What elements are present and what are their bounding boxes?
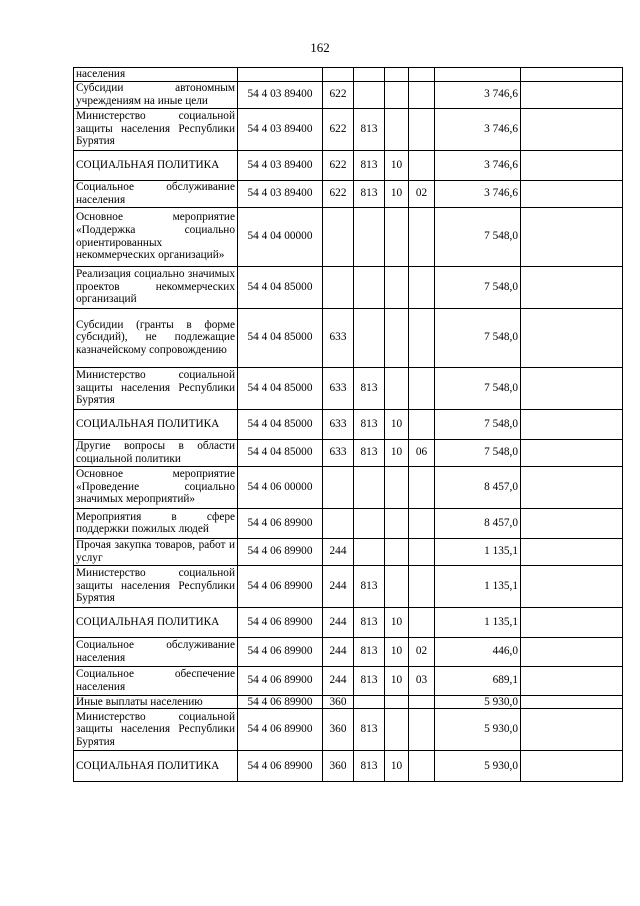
row-name-cell: Министерство социальной защиты населения Республики Бурятия	[74, 709, 238, 751]
table-row	[74, 751, 623, 782]
expense-type-cell: 360	[323, 709, 354, 751]
table-row	[74, 538, 623, 565]
section-cell: 10	[385, 180, 409, 207]
row-name-cell: СОЦИАЛЬНАЯ ПОЛИТИКА	[74, 409, 238, 439]
section-cell: 10	[385, 751, 409, 782]
extra-cell	[521, 68, 623, 82]
admin-code-cell: 813	[354, 607, 385, 637]
table-row	[74, 607, 623, 637]
subsection-cell: 02	[409, 637, 435, 666]
target-code-cell: 54 4 04 85000	[238, 308, 323, 367]
extra-cell	[521, 565, 623, 607]
subsection-cell	[409, 308, 435, 367]
subsection-cell	[409, 751, 435, 782]
subsection-cell	[409, 709, 435, 751]
subsection-cell	[409, 538, 435, 565]
subsection-cell	[409, 565, 435, 607]
row-name-cell: Социальное обслуживание населения	[74, 637, 238, 666]
row-name-cell: Министерство социальной защиты населения Республики Бурятия	[74, 565, 238, 607]
target-code-cell: 54 4 06 89900	[238, 607, 323, 637]
row-name-cell: Другие вопросы в области социальной политики	[74, 439, 238, 466]
amount-cell: 1 135,1	[435, 607, 521, 637]
amount-cell: 5 930,0	[435, 709, 521, 751]
expense-type-cell: 360	[323, 751, 354, 782]
expense-type-cell: 244	[323, 666, 354, 695]
table-row	[74, 207, 623, 266]
admin-code-cell	[354, 538, 385, 565]
amount-cell: 3 746,6	[435, 150, 521, 180]
target-code-cell: 54 4 03 89400	[238, 108, 323, 150]
admin-code-cell: 813	[354, 409, 385, 439]
extra-cell	[521, 637, 623, 666]
amount-cell: 7 548,0	[435, 409, 521, 439]
subsection-cell: 03	[409, 666, 435, 695]
row-name-cell: Министерство социальной защиты населения Республики Бурятия	[74, 367, 238, 409]
target-code-cell: 54 4 03 89400	[238, 81, 323, 108]
subsection-cell	[409, 409, 435, 439]
extra-cell	[521, 709, 623, 751]
table-row	[74, 695, 623, 709]
table-row	[74, 180, 623, 207]
admin-code-cell: 813	[354, 751, 385, 782]
extra-cell	[521, 367, 623, 409]
row-name-cell: СОЦИАЛЬНАЯ ПОЛИТИКА	[74, 150, 238, 180]
table-row	[74, 637, 623, 666]
admin-code-cell	[354, 308, 385, 367]
expense-type-cell	[323, 68, 354, 82]
row-name-cell: Мероприятия в сфере поддержки пожилых людей	[74, 508, 238, 538]
expense-type-cell: 622	[323, 150, 354, 180]
row-name-cell: Реализация социально значимых проектов некоммерческих организаций	[74, 266, 238, 308]
section-cell	[385, 266, 409, 308]
amount-cell: 1 135,1	[435, 538, 521, 565]
target-code-cell: 54 4 04 85000	[238, 439, 323, 466]
target-code-cell: 54 4 06 89900	[238, 508, 323, 538]
subsection-cell	[409, 266, 435, 308]
section-cell	[385, 508, 409, 538]
row-name-cell: СОЦИАЛЬНАЯ ПОЛИТИКА	[74, 751, 238, 782]
subsection-cell	[409, 108, 435, 150]
expense-type-cell	[323, 508, 354, 538]
subsection-cell	[409, 466, 435, 508]
target-code-cell: 54 4 06 89900	[238, 751, 323, 782]
subsection-cell	[409, 150, 435, 180]
admin-code-cell: 813	[354, 108, 385, 150]
table-row	[74, 439, 623, 466]
budget-table	[73, 67, 623, 782]
table-row	[74, 508, 623, 538]
row-name-cell: СОЦИАЛЬНАЯ ПОЛИТИКА	[74, 607, 238, 637]
table-row	[74, 266, 623, 308]
target-code-cell: 54 4 04 85000	[238, 266, 323, 308]
expense-type-cell: 244	[323, 637, 354, 666]
amount-cell	[435, 68, 521, 82]
amount-cell: 1 135,1	[435, 565, 521, 607]
amount-cell: 7 548,0	[435, 367, 521, 409]
admin-code-cell: 813	[354, 180, 385, 207]
extra-cell	[521, 538, 623, 565]
admin-code-cell: 813	[354, 637, 385, 666]
expense-type-cell: 244	[323, 538, 354, 565]
extra-cell	[521, 508, 623, 538]
admin-code-cell	[354, 695, 385, 709]
expense-type-cell: 244	[323, 565, 354, 607]
expense-type-cell: 622	[323, 108, 354, 150]
admin-code-cell	[354, 266, 385, 308]
extra-cell	[521, 207, 623, 266]
expense-type-cell: 633	[323, 409, 354, 439]
section-cell: 10	[385, 439, 409, 466]
amount-cell: 8 457,0	[435, 466, 521, 508]
target-code-cell: 54 4 04 85000	[238, 367, 323, 409]
table-row	[74, 68, 623, 82]
row-name-cell: Иные выплаты населению	[74, 695, 238, 709]
subsection-cell	[409, 695, 435, 709]
section-cell	[385, 207, 409, 266]
expense-type-cell: 622	[323, 81, 354, 108]
subsection-cell	[409, 81, 435, 108]
target-code-cell: 54 4 06 00000	[238, 466, 323, 508]
target-code-cell: 54 4 06 89900	[238, 709, 323, 751]
section-cell	[385, 538, 409, 565]
row-name-cell: Прочая закупка товаров, работ и услуг	[74, 538, 238, 565]
extra-cell	[521, 266, 623, 308]
extra-cell	[521, 751, 623, 782]
table-row	[74, 565, 623, 607]
section-cell: 10	[385, 666, 409, 695]
table-row	[74, 81, 623, 108]
table-row	[74, 709, 623, 751]
admin-code-cell: 813	[354, 150, 385, 180]
table-row	[74, 466, 623, 508]
extra-cell	[521, 607, 623, 637]
extra-cell	[521, 180, 623, 207]
extra-cell	[521, 466, 623, 508]
extra-cell	[521, 695, 623, 709]
expense-type-cell: 633	[323, 308, 354, 367]
admin-code-cell	[354, 466, 385, 508]
subsection-cell: 02	[409, 180, 435, 207]
section-cell: 10	[385, 607, 409, 637]
section-cell: 10	[385, 150, 409, 180]
admin-code-cell: 813	[354, 709, 385, 751]
extra-cell	[521, 308, 623, 367]
row-name-cell: Основное мероприятие «Поддержка социально ориентированных некоммерческих организаций»	[74, 207, 238, 266]
subsection-cell	[409, 508, 435, 538]
subsection-cell	[409, 367, 435, 409]
admin-code-cell: 813	[354, 666, 385, 695]
section-cell	[385, 308, 409, 367]
extra-cell	[521, 409, 623, 439]
amount-cell: 3 746,6	[435, 108, 521, 150]
target-code-cell: 54 4 06 89900	[238, 637, 323, 666]
amount-cell: 689,1	[435, 666, 521, 695]
target-code-cell: 54 4 06 89900	[238, 565, 323, 607]
section-cell	[385, 565, 409, 607]
expense-type-cell: 633	[323, 367, 354, 409]
section-cell	[385, 108, 409, 150]
section-cell	[385, 695, 409, 709]
row-name-cell: Социальное обслуживание населения	[74, 180, 238, 207]
target-code-cell	[238, 68, 323, 82]
subsection-cell	[409, 207, 435, 266]
section-cell	[385, 68, 409, 82]
section-cell	[385, 709, 409, 751]
admin-code-cell: 813	[354, 367, 385, 409]
admin-code-cell	[354, 68, 385, 82]
section-cell: 10	[385, 409, 409, 439]
admin-code-cell	[354, 81, 385, 108]
section-cell	[385, 367, 409, 409]
admin-code-cell: 813	[354, 439, 385, 466]
page-number: 162	[310, 40, 330, 55]
target-code-cell: 54 4 03 89400	[238, 180, 323, 207]
amount-cell: 7 548,0	[435, 266, 521, 308]
row-name-cell: Министерство социальной защиты населения Республики Бурятия	[74, 108, 238, 150]
admin-code-cell	[354, 207, 385, 266]
table-row	[74, 409, 623, 439]
extra-cell	[521, 81, 623, 108]
target-code-cell: 54 4 04 00000	[238, 207, 323, 266]
table-row	[74, 666, 623, 695]
expense-type-cell	[323, 466, 354, 508]
target-code-cell: 54 4 06 89900	[238, 695, 323, 709]
expense-type-cell: 622	[323, 180, 354, 207]
target-code-cell: 54 4 03 89400	[238, 150, 323, 180]
expense-type-cell: 633	[323, 439, 354, 466]
row-name-cell: Основное мероприятие «Проведение социально значимых мероприятий»	[74, 466, 238, 508]
subsection-cell: 06	[409, 439, 435, 466]
row-name-cell: Социальное обеспечение населения	[74, 666, 238, 695]
amount-cell: 7 548,0	[435, 439, 521, 466]
target-code-cell: 54 4 04 85000	[238, 409, 323, 439]
extra-cell	[521, 150, 623, 180]
target-code-cell: 54 4 06 89900	[238, 666, 323, 695]
table-row	[74, 367, 623, 409]
extra-cell	[521, 108, 623, 150]
admin-code-cell	[354, 508, 385, 538]
subsection-cell	[409, 68, 435, 82]
amount-cell: 5 930,0	[435, 695, 521, 709]
table-row	[74, 108, 623, 150]
amount-cell: 446,0	[435, 637, 521, 666]
expense-type-cell: 244	[323, 607, 354, 637]
extra-cell	[521, 666, 623, 695]
amount-cell: 8 457,0	[435, 508, 521, 538]
table-row	[74, 150, 623, 180]
row-name-cell: Субсидии (гранты в форме субсидий), не подлежащие казначейскому сопровождению	[74, 308, 238, 367]
amount-cell: 7 548,0	[435, 207, 521, 266]
expense-type-cell	[323, 266, 354, 308]
row-name-cell: населения	[74, 68, 238, 82]
admin-code-cell: 813	[354, 565, 385, 607]
extra-cell	[521, 439, 623, 466]
target-code-cell: 54 4 06 89900	[238, 538, 323, 565]
amount-cell: 3 746,6	[435, 180, 521, 207]
amount-cell: 5 930,0	[435, 751, 521, 782]
table-row	[74, 308, 623, 367]
amount-cell: 3 746,6	[435, 81, 521, 108]
section-cell	[385, 81, 409, 108]
subsection-cell	[409, 607, 435, 637]
expense-type-cell	[323, 207, 354, 266]
row-name-cell: Субсидии автономным учреждениям на иные цели	[74, 81, 238, 108]
section-cell: 10	[385, 637, 409, 666]
section-cell	[385, 466, 409, 508]
amount-cell: 7 548,0	[435, 308, 521, 367]
expense-type-cell: 360	[323, 695, 354, 709]
